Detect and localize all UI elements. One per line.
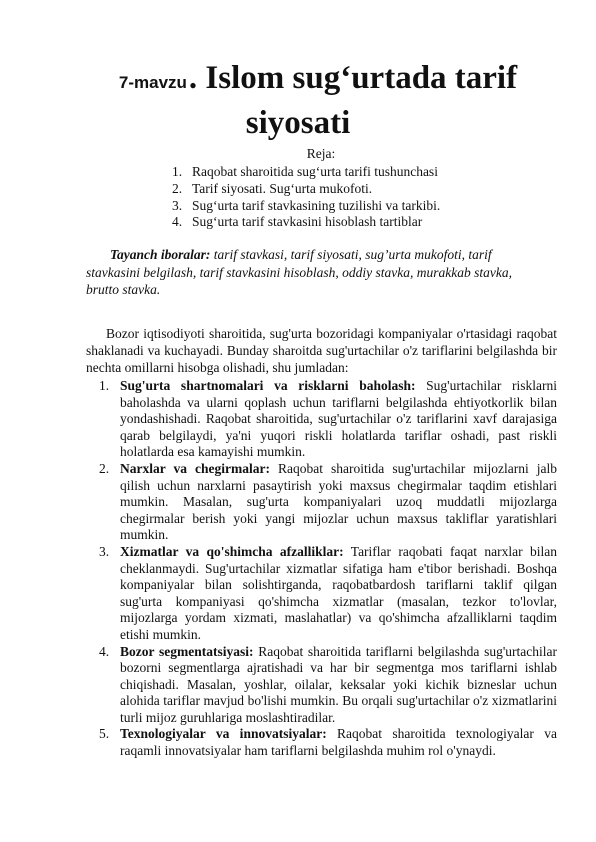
list-item-heading: Bozor segmentatsiyasi: [120, 643, 254, 659]
keywords-line-3: brutto stavka. [86, 282, 161, 298]
plan-item-number: 2. [172, 180, 183, 196]
list-item-body [120, 644, 557, 727]
list-item-text: Sug'urtachilar risklarni baholashda va ularni qoplash uchun tariflarni belgilashda ehtiyotkorlik bilan yondashishadi. Raqobat sharoitida, sug'urtachilar o'z tariflarini xavf darajasiga qarab belgilaydi, ya'ni yuqori riskli holatlarda tariflar oshadi, past riskli holatlarda esa kamayishi mumkin. [120, 378, 557, 460]
plan-item-number: 3. [172, 197, 183, 213]
list-item-text: Tariflar raqobati faqat narxlar bilan cheklanmaydi. Sug'urtachilar xizmatlar sifatiga ham e'tibor berishadi. Boshqa kompaniyalar bilan solishtirganda, raqobatbardosh tariflarni taklif qilgan sug'urta kompaniyasi qo'shimcha xizmatlar (masalan, tezkor to'lovlar, mijozlarga yordam xizmati, maslahatlar) va qo'shimcha afzalliklarni taqdim etishi mumkin. [120, 543, 557, 642]
list-item [86, 726, 557, 759]
list-item-body [120, 378, 557, 461]
plan-item-text: Sug‘urta tarif stavkasini hisoblash tartiblar [192, 214, 423, 230]
list-item-number: 3. [99, 543, 110, 559]
intro-paragraph: Bozor iqtisodiyoti sharoitida, sug'urta bozoridagi kompaniyalar o'rtasidagi raqobat shaklanadi va kuchayadi. Bunday sharoitda sug'urtachilar o'z tariflarini belgilashda bir nechta omillarni hisobga olishadi, shu jumladan: [86, 326, 557, 375]
list-item-heading: Narxlar va chegirmalar: [120, 460, 271, 476]
keywords-label: Tayanch iboralar: [110, 247, 211, 262]
list-item-heading: Texnologiyalar va innovatsiyalar: [120, 726, 327, 742]
plan-item [172, 198, 440, 215]
list-item [86, 461, 557, 544]
plan-item-text: Raqobat sharoitida sug‘urta tarifi tushunchasi [192, 164, 438, 179]
keywords-paragraph [86, 246, 526, 299]
list-item-text: Raqobat sharoitida texnologiyalar va raqamli innovatsiyalar ham tariflarni belgilashda muhim rol o'ynaydi. [120, 726, 557, 759]
list-item-heading: Sug'urta shartnomalari va risklarni baholash: [120, 378, 416, 393]
plan-item [172, 164, 440, 181]
list-item-number: 1. [99, 378, 110, 393]
list-item-heading: Xizmatlar va qo'shimcha afzalliklar: [120, 543, 344, 559]
list-item-text: Raqobat sharoitida tariflarni belgilashda sug'urtachilar bozorni segmentlarga ajratishadi va har bir segmentga mos tariflarni ishlab chiqishadi. Masalan, yoshlar, oilalar, keksalar yoki kichik bizneslar uchun alohida tariflar mavjud bo'lishi mumkin. Bu orqali sug'urtachilar o'z xizmatlarini turli mijoz guruhlariga moslashtiradilar. [120, 643, 557, 725]
plan-item [172, 181, 440, 198]
list-item-body [120, 544, 557, 644]
keywords-text-1: tarif stavkasi, tarif siyosati, sug’urta mukofoti, tarif [210, 247, 492, 262]
keywords-line-1 [86, 246, 526, 264]
points-list [86, 378, 557, 760]
list-item [86, 378, 557, 461]
plan-heading: Reja: [306, 146, 336, 161]
plan-item-text: Sug‘urta tarif stavkasining tuzilishi va tarkibi. [192, 197, 441, 213]
plan-item-number: 4. [172, 214, 183, 230]
list-item-number: 2. [99, 460, 110, 476]
plan-item [172, 214, 440, 231]
list-item [86, 544, 557, 644]
list-item-number: 4. [99, 643, 110, 659]
topic-number: 7-mavzu [118, 73, 187, 92]
list-item [86, 644, 557, 727]
list-item-body [120, 461, 557, 544]
plan-item-number: 1. [172, 164, 183, 179]
list-item-text: Raqobat sharoitida sug'urtachilar mijozlarni jalb qilish uchun narxlarni pasaytirish yoki maxsus chegirmalar taqdim etishlari mumkin. Masalan, sug'urta kompaniyalari uzoq muddatli mijozlarga chegirmalar berish yoki yangi mijozlar uchun maxsus takliflar yaratishlari mumkin. [120, 460, 557, 543]
page-title [0, 58, 596, 143]
title-text-1: . Islom sug‘urtada tarif [188, 60, 518, 96]
keywords-line-2: stavkasini belgilash, tarif stavkasini hisoblash, oddiy stavka, murakkab stavka, [86, 264, 512, 280]
list-item-body [120, 726, 557, 759]
list-item-number: 5. [99, 726, 110, 742]
title-line-2: siyosati [245, 105, 351, 141]
title-line-1 [40, 58, 596, 103]
plan-list [172, 164, 440, 231]
plan-item-text: Tarif siyosati. Sug‘urta mukofoti. [192, 180, 373, 196]
